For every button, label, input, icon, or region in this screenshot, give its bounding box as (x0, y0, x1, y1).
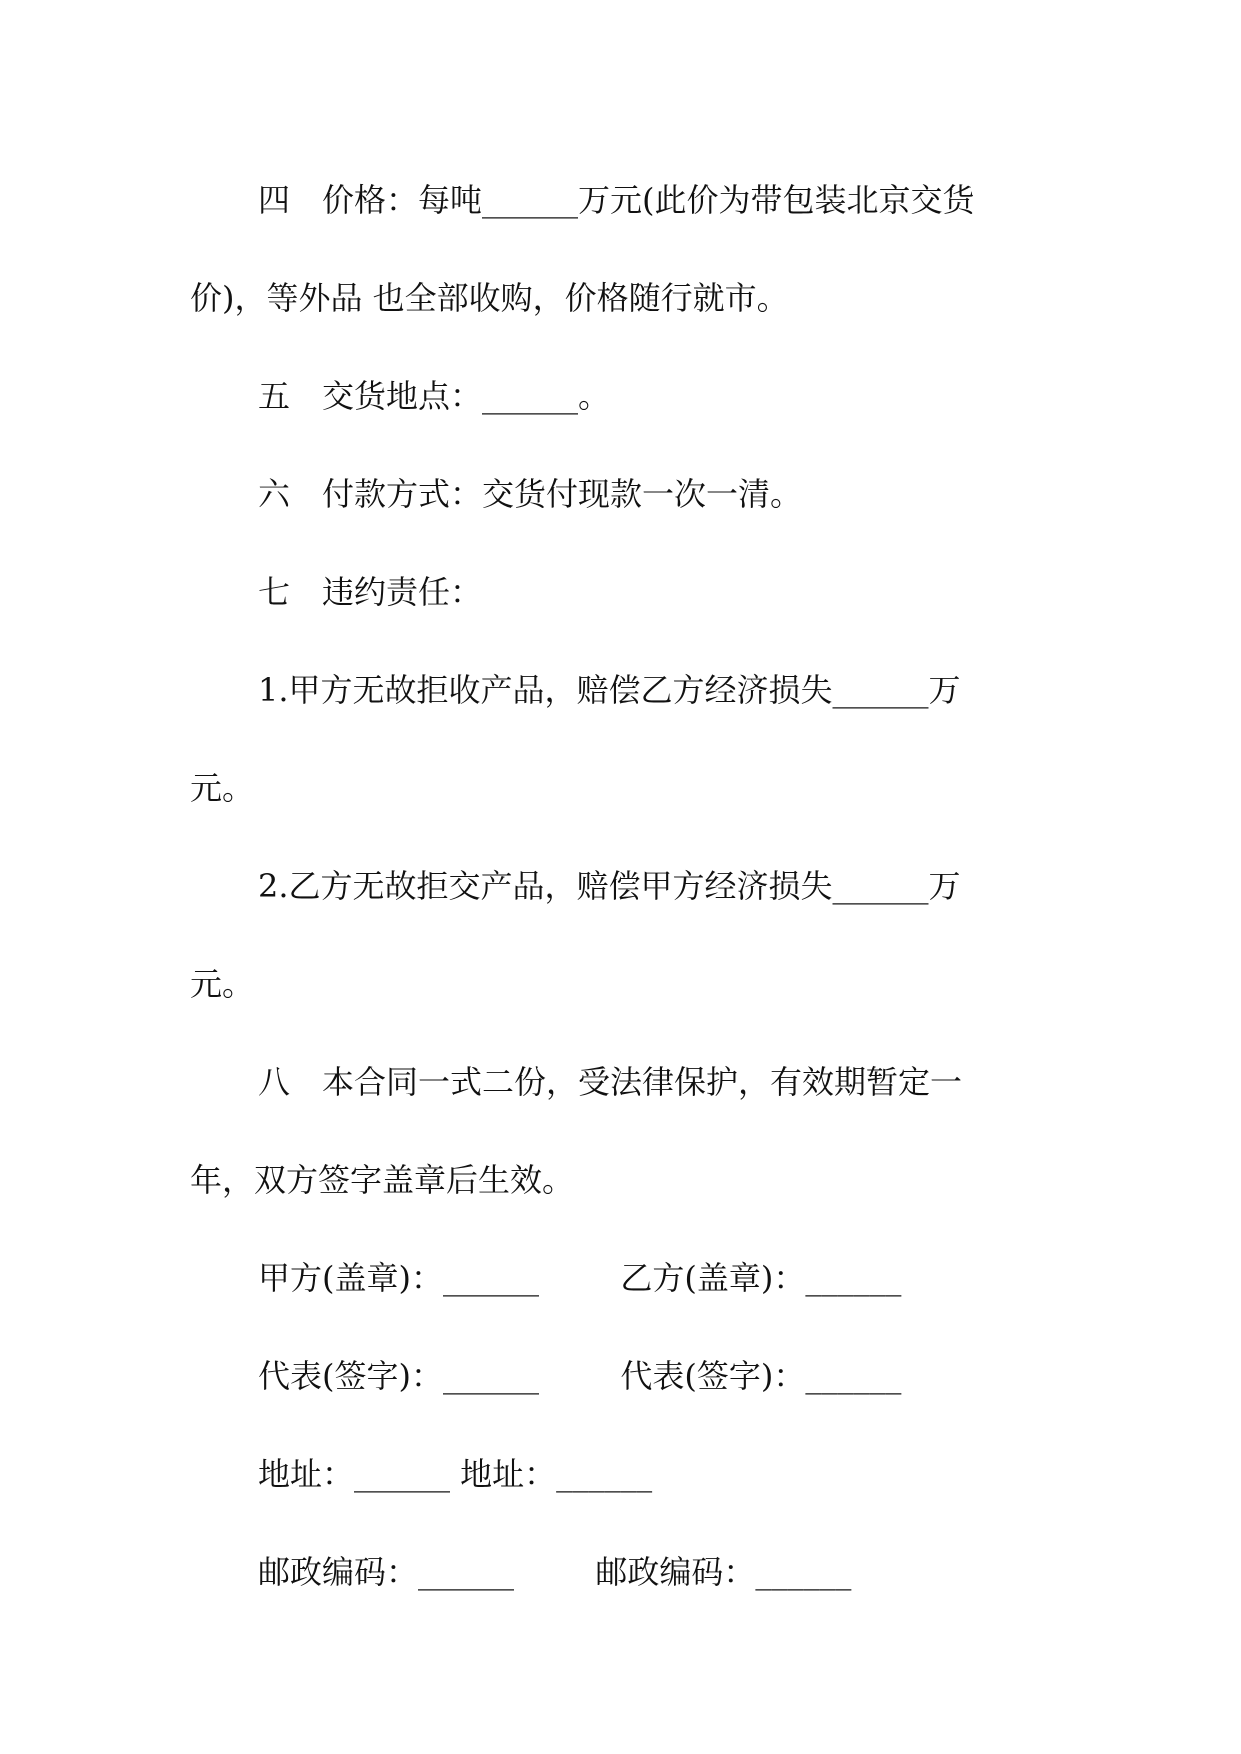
clause-7-liability-heading: 七 违约责任： (258, 573, 483, 611)
clause-4-price-continued: 价)，等外品 也全部收购，价格随行就市。 (190, 279, 789, 317)
address-line: 地址：______ 地址：______ (258, 1455, 653, 1493)
representative-signature-line: 代表(签字)：______ 代表(签字)：______ (258, 1357, 902, 1395)
clause-6-payment-method: 六 付款方式：交货付现款一次一清。 (258, 475, 803, 513)
party-seal-line: 甲方(盖章)：______ 乙方(盖章)：______ (258, 1259, 902, 1297)
clause-7-item-1: 1.甲方无故拒收产品，赔偿乙方经济损失______万 (258, 671, 961, 709)
clause-7-item-2: 2.乙方无故拒交产品，赔偿甲方经济损失______万 (258, 867, 961, 905)
clause-8-validity: 八 本合同一式二份，受法律保护，有效期暂定一 (258, 1063, 963, 1101)
clause-4-price: 四 价格：每吨______万元(此价为带包装北京交货 (258, 181, 975, 219)
clause-7-item-1-continued: 元。 (190, 769, 255, 807)
clause-5-delivery-place: 五 交货地点：______。 (258, 377, 611, 415)
postal-code-line: 邮政编码：______ 邮政编码：______ (258, 1553, 852, 1591)
clause-7-item-2-continued: 元。 (190, 965, 255, 1003)
clause-8-validity-continued: 年，双方签字盖章后生效。 (190, 1161, 575, 1199)
